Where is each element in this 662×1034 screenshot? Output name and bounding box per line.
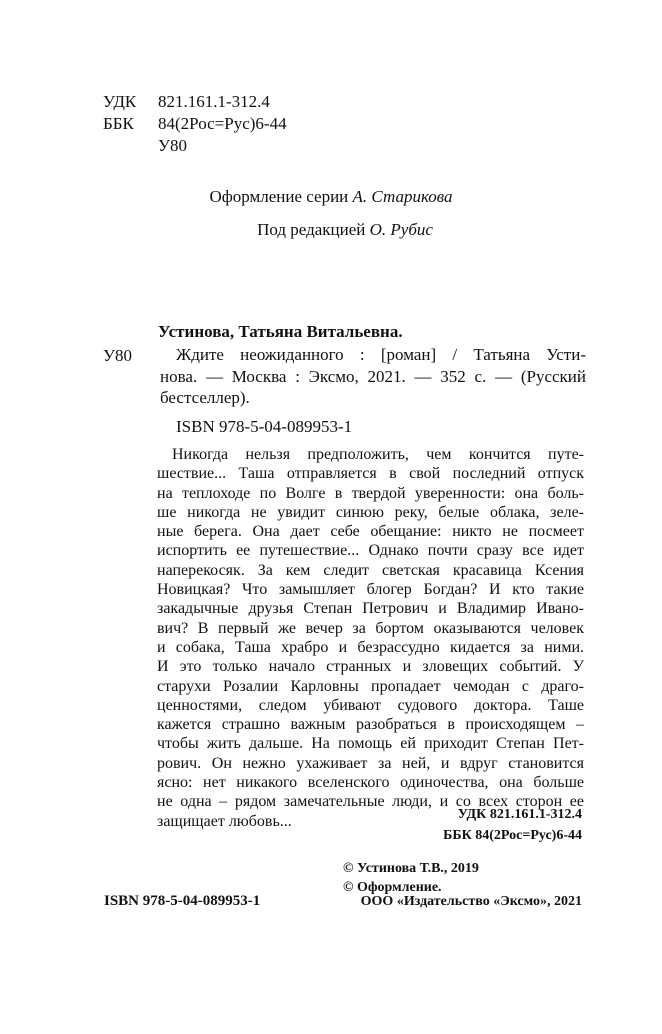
annotation-line: И это только начало странных и зловещих событий. У xyxy=(157,658,584,676)
copyright-design: © Оформление. xyxy=(343,880,442,895)
bibliography-description xyxy=(160,344,586,409)
editor-name: О. Рубис xyxy=(369,220,433,239)
annotation-line: ясно: нет никакого вселенского одиночества, она больше xyxy=(157,774,584,792)
series-designer-name: А. Старикова xyxy=(352,187,453,206)
annotation-line: чтобы жить дальше. На помощь ей приходит Степан Пет- xyxy=(157,735,584,753)
annotation-line: ценностями, следом убивают судового доктора. Таше xyxy=(157,696,584,714)
editor-credit xyxy=(0,219,662,241)
bbk-value: 84(2Рос=Рус)6-44 xyxy=(158,114,287,133)
bibliography-line: Ждите неожиданного : [роман] / Татьяна Усти- xyxy=(176,345,586,364)
series-design-prefix: Оформление серии xyxy=(209,187,349,206)
bibliography-line: нова. — Москва : Эксмо, 2021. — 352 с. — (Русский xyxy=(160,366,586,386)
annotation-line: не одна – рядом замечательные люди, и со всех сторон ее xyxy=(157,793,584,811)
bottom-bbk: ББК 84(2Рос=Рус)6-44 xyxy=(443,828,582,843)
editor-prefix: Под редакцией xyxy=(257,220,366,239)
annotation-line: Новицкая? Что замышляет блогер Богдан? И кто такие xyxy=(157,581,584,599)
author-heading: Устинова, Татьяна Витальевна. xyxy=(158,322,403,341)
annotation-line: вич? В первый же вечер за бортом оказываются человек xyxy=(157,619,584,637)
annotation-line: шествие... Таша отправляется в свой последний отпуск xyxy=(157,465,584,483)
annotation-line: ные берега. Она дает себе обещание: никто не посмеет xyxy=(157,523,584,541)
copyright-author: © Устинова Т.В., 2019 xyxy=(343,861,479,876)
annotation-line: закадычные друзья Степан Петрович и Владимир Ивано- xyxy=(157,600,584,618)
annotation-line: наперекосяк. За кем следит светская красавица Ксения xyxy=(157,561,584,579)
bbk-label: ББК xyxy=(103,114,134,133)
bottom-udk: УДК 821.161.1-312.4 xyxy=(457,807,582,822)
series-design-credit xyxy=(0,186,662,208)
footer-isbn: ISBN 978-5-04-089953-1 xyxy=(104,893,261,909)
annotation xyxy=(157,445,584,831)
annotation-line: Никогда нельзя предположить, чем кончится путе- xyxy=(172,446,584,463)
annotation-line: защищает любовь... xyxy=(157,812,292,830)
annotation-line: на теплоходе по Волге в твердой уверенности: она боль- xyxy=(157,484,584,502)
udk-label: УДК xyxy=(103,92,137,111)
udk-value: 821.161.1-312.4 xyxy=(158,92,270,111)
annotation-line: старухи Розалии Карловны пропадает чемодан с драго- xyxy=(157,677,584,695)
annotation-line: испортить ее путешествие... Однако почти сразу все идет xyxy=(157,542,584,560)
annotation-line: кажется страшно важным разобраться в происходящем – xyxy=(157,716,584,734)
annotation-line: рович. Он нежно ухаживает за ней, и вдруг становится xyxy=(157,754,584,772)
annotation-line: и собака, Таша храбро и безрассудно кидается за ними. xyxy=(157,638,584,656)
bibliography-isbn: ISBN 978-5-04-089953-1 xyxy=(176,417,353,436)
author-sign: У80 xyxy=(158,136,188,155)
publisher-copyright: ООО «Издательство «Эксмо», 2021 xyxy=(360,894,582,909)
bibliography-line: бестселлер). xyxy=(160,388,250,407)
bibliography-sign: У80 xyxy=(103,346,133,365)
annotation-line: ше никогда не увидит синюю реку, белые облака, зеле- xyxy=(157,503,584,521)
